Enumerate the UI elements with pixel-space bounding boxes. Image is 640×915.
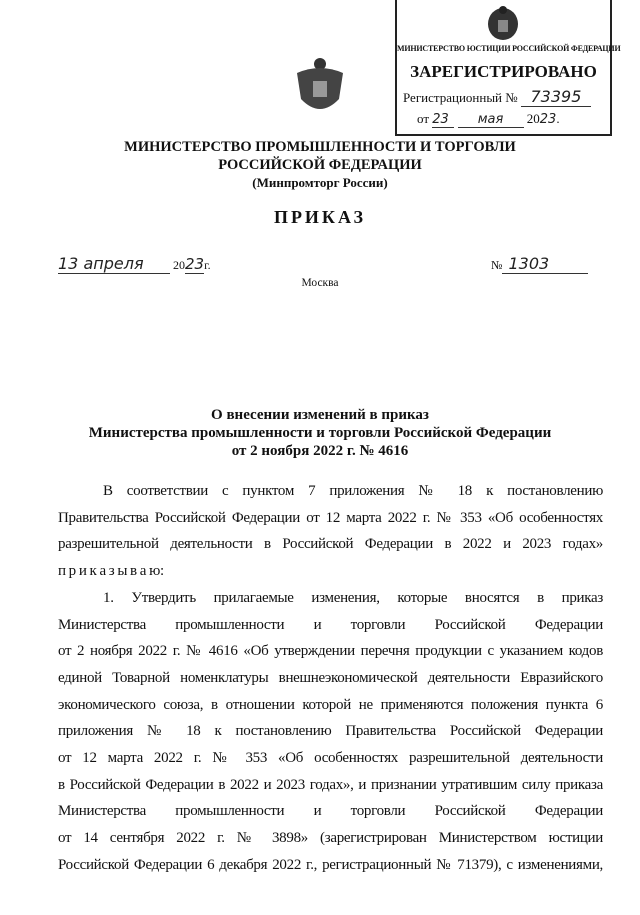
body-line: п р и к а з ы в а ю:	[58, 563, 164, 580]
year-suffix: г.	[204, 258, 211, 272]
body-line: единой Товарной номенклатуры внешнеэкономической деятельности Евразийского	[58, 669, 603, 686]
body-line: от 14 сентября 2022 г. № 3898» (зарегистрирован Министерством юстиции	[58, 830, 603, 847]
title-line1: О внесении изменений в приказ	[211, 407, 429, 423]
title-line2: Министерства промышленности и торговли Российской Федерации	[88, 425, 552, 441]
number-label: №	[491, 258, 503, 272]
stamp-month: мая	[458, 112, 524, 128]
body-line: разрешительной деятельности в Российской Федерации в 2022 и 2023 годах»	[58, 536, 603, 553]
number-value: 1303	[502, 254, 588, 274]
reg-number: 73395	[521, 87, 591, 107]
body-line: В соответствии с пунктом 7 приложения № 18 к постановлению	[103, 483, 603, 499]
org-short-name: (Минпромторг России)	[252, 175, 388, 190]
stamp-year: 23	[539, 112, 557, 127]
body-line: от 12 марта 2022 г. № 353 «Об особенностях разрешительной деятельности	[58, 750, 603, 767]
body-line: приложения № 18 к постановлению Правительства Российской Федерации	[58, 723, 603, 740]
body-line: экономического союза, в отношении которой не применяются положения пункта 6	[58, 696, 603, 713]
body-line: 1. Утвердить прилагаемые изменения, которые вносятся в приказ	[103, 589, 603, 606]
body-line: Правительства Российской Федерации от 12 марта 2022 г. № 353 «Об особенностях	[58, 509, 603, 526]
title-line3: от 2 ноября 2022 г. № 4616	[231, 443, 409, 459]
date-handwritten: 13 апреля	[58, 254, 170, 274]
stamp-dot: .	[556, 111, 560, 126]
date-prefix: от	[417, 111, 430, 126]
stamp-year-prefix: 20	[526, 111, 540, 126]
body-line: Российской Федерации 6 декабря 2022 г., регистрационный № 71379), с изменениями,	[58, 856, 603, 873]
body-line: в Российской Федерации в 2022 и 2023 годах», и признании утратившим силу приказа	[58, 776, 603, 793]
body-line: от 2 ноября 2022 г. № 4616 «Об утверждении перечня продукции с указанием кодов	[58, 643, 603, 660]
stamp-ministry: МИНИСТЕРСТВО ЮСТИЦИИ РОССИЙСКОЙ ФЕДЕРАЦИИ	[397, 44, 621, 53]
stamp-day: 23	[432, 112, 454, 128]
org-name-line2: РОССИЙСКОЙ ФЕДЕРАЦИИ	[218, 157, 422, 173]
city: Москва	[301, 277, 339, 289]
reg-label: Регистрационный №	[403, 90, 518, 105]
year-prefix: 20	[173, 258, 185, 272]
year-handwritten: 23	[185, 255, 205, 273]
body-line: Министерства промышленности и торговли Российской Федерации	[58, 803, 603, 820]
stamp-registered: ЗАРЕГИСТРИРОВАНО	[410, 62, 597, 81]
doc-type: ПРИКАЗ	[273, 207, 367, 227]
org-name-line1: МИНИСТЕРСТВО ПРОМЫШЛЕННОСТИ И ТОРГОВЛИ	[124, 139, 516, 155]
body-line: Министерства промышленности и торговли Российской Федерации	[58, 616, 603, 633]
